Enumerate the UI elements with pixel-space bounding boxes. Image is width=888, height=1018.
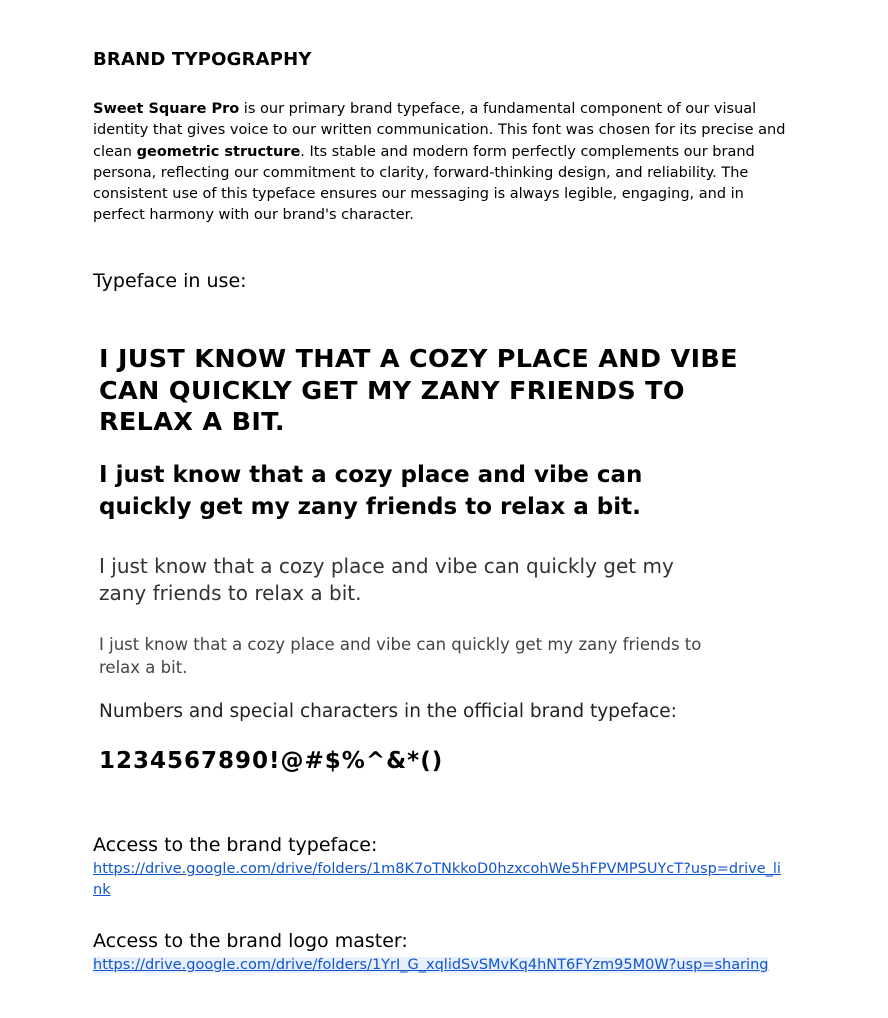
sample-light: I just know that a cozy place and vibe can quickly get my zany friends to relax a bit. <box>99 635 702 677</box>
logo-access-label: Access to the brand logo master: <box>93 930 408 952</box>
logo-access-link[interactable] <box>93 955 783 976</box>
sample-uppercase-bold: I JUST KNOW THAT A COZY PLACE AND VIBE CAN QUICKLY GET MY ZANY FRIENDS TO RELAX A BIT. <box>99 344 738 436</box>
page-title: BRAND TYPOGRAPHY <box>93 49 312 70</box>
typeface-access-link[interactable]: https://drive.google.com/drive/folders/1m8K7oTNkkoD0hzxcohWe5hFPVMPSUYcT?usp=drive_link <box>93 861 781 898</box>
logo-access-link-text: https://drive.google.com/drive/folders/1YrI_G_xqlidSvSMvKq4hNT6FYzm95M0W?usp=sharing <box>93 957 769 973</box>
sample-regular: I just know that a cozy place and vibe can quickly get my zany friends to relax a bit. <box>99 554 674 605</box>
numbers-label: Numbers and special characters in the official brand typeface: <box>99 701 677 722</box>
intro-text-1: is our primary brand typeface, a fundamental component of our visual identity that gives voice to our written communication. This font was chosen for its precise and clean <box>93 101 786 160</box>
typeface-in-use-label: Typeface in use: <box>93 270 247 292</box>
font-name: Sweet Square Pro <box>93 101 240 117</box>
intro-paragraph <box>93 99 787 227</box>
intro-text-2: . Its stable and modern form perfectly complements our brand persona, reflecting our commitment to clarity, forward-thinking design, and reliability. The consistent use of this typeface ensures our messaging is always legible, engaging, and in perfect harmony with our brand's character. <box>93 143 755 224</box>
numbers-sample: 1234567890!@#$%^&*() <box>99 748 444 774</box>
intro-bold-phrase: geometric structure <box>136 143 301 160</box>
typeface-access-label: Access to the brand typeface: <box>93 834 378 856</box>
sample-bold: I just know that a cozy place and vibe can quickly get my zany friends to relax a bit. <box>99 462 643 520</box>
